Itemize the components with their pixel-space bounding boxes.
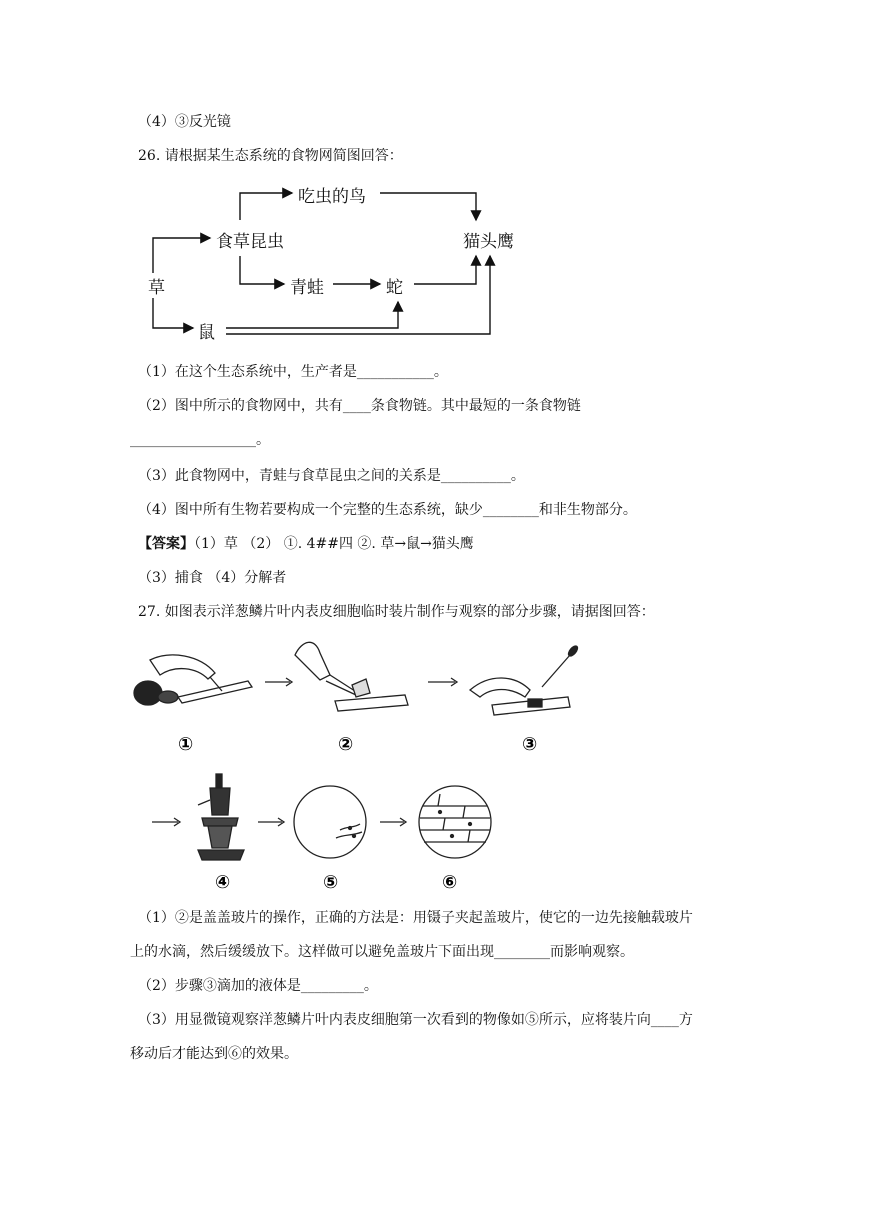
- node-herbivorous-insect: 食草昆虫: [216, 232, 284, 252]
- q26-stem: 26. 请根据某生态系统的食物网简图回答：: [138, 148, 403, 164]
- arrow-grass-mouse: [153, 298, 193, 328]
- step1-illustration: [134, 655, 252, 705]
- q26-sub2-b: __________________。: [130, 432, 270, 448]
- q27-sub3-a: （3）用显微镜观察洋葱鳞片叶内表皮细胞第一次看到的物像如⑤所示，应将装片向____方: [138, 1012, 693, 1028]
- step-label-5: ⑤: [323, 872, 339, 893]
- node-owl: 猫头鹰: [463, 232, 514, 252]
- arrow-snake-owl: [414, 256, 476, 284]
- steps-row-2: [140, 770, 510, 895]
- steps-row-1: [130, 635, 590, 760]
- step-label-1: ①: [178, 734, 194, 755]
- step6-illustration: [419, 786, 491, 858]
- node-mouse: 鼠: [198, 323, 215, 340]
- node-insectivorous-bird: 吃虫的鸟: [298, 187, 366, 207]
- q27-sub2: （2）步骤③滴加的液体是_________。: [138, 978, 378, 994]
- q27-sub3-b: 移动后才能达到⑥的效果。: [130, 1046, 298, 1062]
- q26-answer-line2: （3）捕食 （4）分解者: [138, 570, 287, 586]
- arrow-insect-frog: [240, 256, 284, 284]
- step3-illustration: [470, 644, 579, 715]
- arrow-insect-bird: [240, 193, 292, 220]
- node-snake: 蛇: [386, 278, 403, 298]
- q27-stem: 27. 如图表示洋葱鳞片叶内表皮细胞临时装片制作与观察的部分步骤，请据图回答：: [138, 604, 655, 620]
- step-label-3: ③: [522, 734, 538, 755]
- step2-illustration: [295, 642, 408, 711]
- arrow-mouse-owl: [226, 256, 490, 334]
- prev-answer-line: （4）③反光镜: [138, 114, 231, 130]
- q27-sub1-b: 上的水滴，然后缓缓放下。这样做可以避免盖玻片下面出现________而影响观察。: [130, 944, 634, 960]
- arrow-bird-owl: [380, 193, 476, 220]
- food-web-diagram: [138, 180, 528, 340]
- answer-key-label: 【答案】: [138, 536, 194, 552]
- q26-sub1: （1）在这个生态系统中，生产者是___________。: [138, 364, 448, 380]
- step-label-4: ④: [215, 872, 231, 893]
- arrow-grass-insect: [153, 238, 210, 273]
- q26-sub2-a: （2）图中所示的食物网中，共有____条食物链。其中最短的一条食物链: [138, 398, 581, 414]
- step4-illustration: [198, 774, 244, 860]
- node-frog: 青蛙: [290, 278, 324, 298]
- q26-sub3: （3）此食物网中，青蛙与食草昆虫之间的关系是__________。: [138, 468, 525, 484]
- step-label-6: ⑥: [442, 872, 458, 893]
- q27-sub1-a: （1）②是盖盖玻片的操作，正确的方法是：用镊子夹起盖玻片，使它的一边先接触载玻片: [138, 910, 693, 926]
- step5-illustration: [294, 786, 366, 858]
- q26-sub4: （4）图中所有生物若要构成一个完整的生态系统，缺少________和非生物部分。: [138, 502, 637, 518]
- step-label-2: ②: [338, 734, 354, 755]
- q26-answer-text: （1）草 （2） ①. 4##四 ②. 草→鼠→猫头鹰: [194, 536, 474, 552]
- arrow-mouse-snake: [226, 302, 398, 328]
- q26-answer-line1: [138, 534, 474, 554]
- node-grass: 草: [148, 278, 165, 298]
